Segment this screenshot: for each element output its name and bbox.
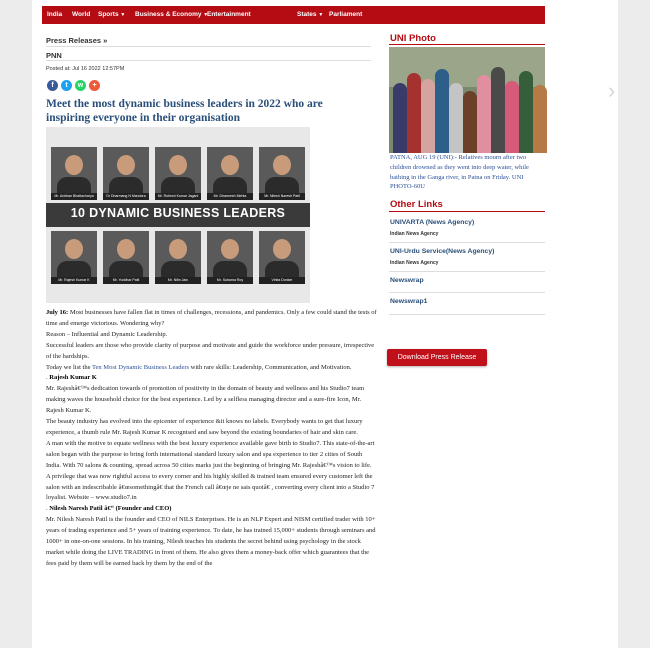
other-links-heading: Other Links	[390, 199, 443, 210]
article-paragraph: Mr. Nilesh Naresh Patil is the founder and CEO of NILS Enterprises. He is an NLP Expert and NISM certified trader with 10+ years of trading experience and 5+ years of training experience. To date, he has trained 15,000+ students through seminars and 1000+ in one-on-one sessions. In his training, Nilesh teaches his students the secret behind using psychology in the stock market while doing the LIVE TRADING in front of them. He also gives them a money-back offer which guarantees that the fees paid by them will be earned back by them by the end of the	[46, 516, 376, 567]
article-paragraph: The beauty industry has evolved into the epicenter of experience &it knows no labels. Everybody wants to get that luxury experience, a thumb rule Mr. Rajesh Kumar K recognised and saw beyond the existing boundaries of hair and skin care.	[46, 418, 363, 436]
nav-item-parliament[interactable]	[329, 11, 362, 18]
divider	[389, 271, 545, 272]
person-name: Mr. Rajesh Kumar K	[51, 277, 97, 284]
divider	[389, 211, 545, 212]
subheading-text: Rajesh Kumar K	[49, 374, 97, 382]
link-univarta[interactable]: UNIVARTA (News Agency)	[390, 219, 475, 226]
person-photo	[51, 147, 97, 195]
person-name: Mr. Subarna Roy	[207, 277, 253, 284]
article-paragraph	[46, 363, 378, 374]
twitter-icon[interactable]	[61, 80, 72, 91]
article-headline: Meet the most dynamic business leaders in 2022 who are inspiring everyone in their organisation	[46, 98, 323, 124]
article-paragraph: Successful leaders are those who provide clarity of purpose and motivate and guide the workforce under pressure, irrespective of the hardships.	[46, 341, 375, 360]
chevron-down-icon: ▼	[120, 12, 126, 18]
link-subtitle: Indian News Agency	[390, 231, 439, 237]
person-photo	[207, 231, 253, 279]
leaders-link[interactable]: Ten Most Dynamic Business Leaders	[92, 363, 190, 371]
nav-label: Parliament	[329, 11, 363, 18]
photo-caption[interactable]: PATNA, AUG 19 (UNI):- Relatives mourn after two children drowned as they went into deep water, while bathing in the Ganga river, in Patna on Friday. UNI PHOTO-60U	[390, 154, 529, 191]
share-glyph: w	[77, 82, 84, 89]
nav-item-states[interactable]	[297, 11, 323, 18]
link-newswrap1[interactable]: Newswrap1	[390, 298, 428, 305]
news-photo[interactable]	[389, 47, 545, 153]
main-navbar	[42, 6, 545, 24]
person-name: Mr. Yoddhar Patil	[103, 277, 149, 284]
person-name: Vinita Donker	[259, 277, 305, 284]
chevron-down-icon: ▼	[203, 12, 209, 18]
divider	[389, 242, 545, 243]
posted-date: Posted at: Jul 16 2022 12:57PM	[46, 66, 125, 72]
article-paragraph: A privilege that was now rightful access to every corner and his highly skilled & trained team ensured every customer left the salon with an indescribable â€œsomethingâ€ that the French call â€œje ne sais quoiâ€ , converting every client into a Studio 7 loyalist. Website – www.studio7.in	[46, 472, 375, 502]
paragraph-text: with rare skills: Leadership, Communication, and Motivation.	[189, 363, 352, 371]
share-glyph: f	[51, 82, 54, 89]
nav-label: Business & Economy	[135, 11, 202, 18]
divider	[46, 46, 371, 47]
person-photo	[207, 147, 253, 195]
person-photo	[103, 147, 149, 195]
nav-label: India	[47, 11, 63, 18]
person-photo	[103, 231, 149, 279]
nav-label: World	[72, 11, 91, 18]
link-uni-urdu[interactable]: UNI-Urdu Service(News Agency)	[390, 248, 495, 255]
person-name: Mr. Nilesh Naresh Patil	[259, 193, 305, 200]
divider	[389, 314, 545, 315]
banner-title: 10 DYNAMIC BUSINESS LEADERS	[70, 206, 286, 220]
nav-label: States	[297, 11, 317, 18]
dateline: July 16:	[46, 309, 69, 316]
divider	[389, 44, 545, 45]
article-subheading: . Nilesh Naresh Patil â€“ (Founder and CEO)	[46, 505, 172, 513]
subheading-text: Nilesh Naresh Patil â€“ (Founder and CEO)	[49, 505, 172, 513]
article-banner-image	[46, 127, 310, 303]
plus-icon[interactable]	[89, 80, 100, 91]
nav-item-business[interactable]	[135, 11, 208, 18]
chevron-right-icon[interactable]: ›	[608, 78, 616, 103]
person-photo	[51, 231, 97, 279]
download-press-release-button[interactable]: Download Press Release	[387, 349, 487, 366]
paragraph-text: Today we list the	[46, 363, 93, 371]
article-paragraph: Reason – Influential and Dynamic Leadership.	[46, 330, 168, 338]
chevron-down-icon: ▼	[318, 12, 324, 18]
person-photo	[155, 147, 201, 195]
nav-label: Entertainment	[207, 11, 251, 18]
article-paragraph	[46, 308, 378, 330]
nav-item-india[interactable]	[47, 11, 62, 18]
paragraph-text: Most businesses have fallen flat in times of challenges, recessions, and pandemics. Only a few could stand the tests of time and emerge victorious. Wondering why?	[46, 309, 377, 327]
person-name: Dr Dharmang N Mandora	[103, 193, 149, 200]
link-newswrap[interactable]: Newswrap	[390, 277, 424, 284]
article-paragraph: A man with the motive to equate wellness with the best luxury experience available gave birth to Studio7. This state-of-the-art salon began with the purpose to bring forth international standard luxury salon and spa experience to tier 2 cities of South India. With 70 salons & counting, spread across 50 cities marks just the beginning of bringing Mr. Rajeshâ€™s vision to life.	[46, 439, 375, 469]
nav-label: Sports	[98, 11, 119, 18]
article-body	[46, 308, 378, 570]
agency-name: PNN	[46, 51, 62, 60]
person-name: Mr. Anirban Bhattacharya	[51, 193, 97, 200]
facebook-icon[interactable]	[47, 80, 58, 91]
person-photo	[259, 231, 305, 279]
share-glyph: t	[65, 82, 68, 89]
person-name: Mr. Rohesh Kumar Jagani	[155, 193, 201, 200]
uni-photo-heading: UNI Photo	[390, 33, 436, 44]
article-subheading: . Rajesh Kumar K	[46, 374, 97, 382]
breadcrumb[interactable]: Press Releases »	[46, 36, 108, 45]
person-name: Mr. Nitin Jain	[155, 277, 201, 284]
whatsapp-icon[interactable]	[75, 80, 86, 91]
nav-item-sports[interactable]	[98, 11, 125, 18]
nav-item-entertainment[interactable]	[207, 11, 251, 18]
person-name: Mr. Dharmesh Mehta	[207, 193, 253, 200]
person-photo	[155, 231, 201, 279]
link-subtitle: Indian News Agency	[390, 260, 439, 266]
divider	[46, 60, 371, 61]
divider	[389, 292, 545, 293]
article-paragraph: Mr. Rajeshâ€™s dedication towards of promotion of positivity in the domain of beauty and wellness and his Studio7 team making waves the household choice for the best experience. Led by a selfless managing director and a sure-fire Icon, Mr. Rajesh Kumar K.	[46, 385, 365, 415]
person-photo	[259, 147, 305, 195]
share-glyph: +	[92, 82, 97, 89]
nav-item-world[interactable]	[72, 11, 90, 18]
